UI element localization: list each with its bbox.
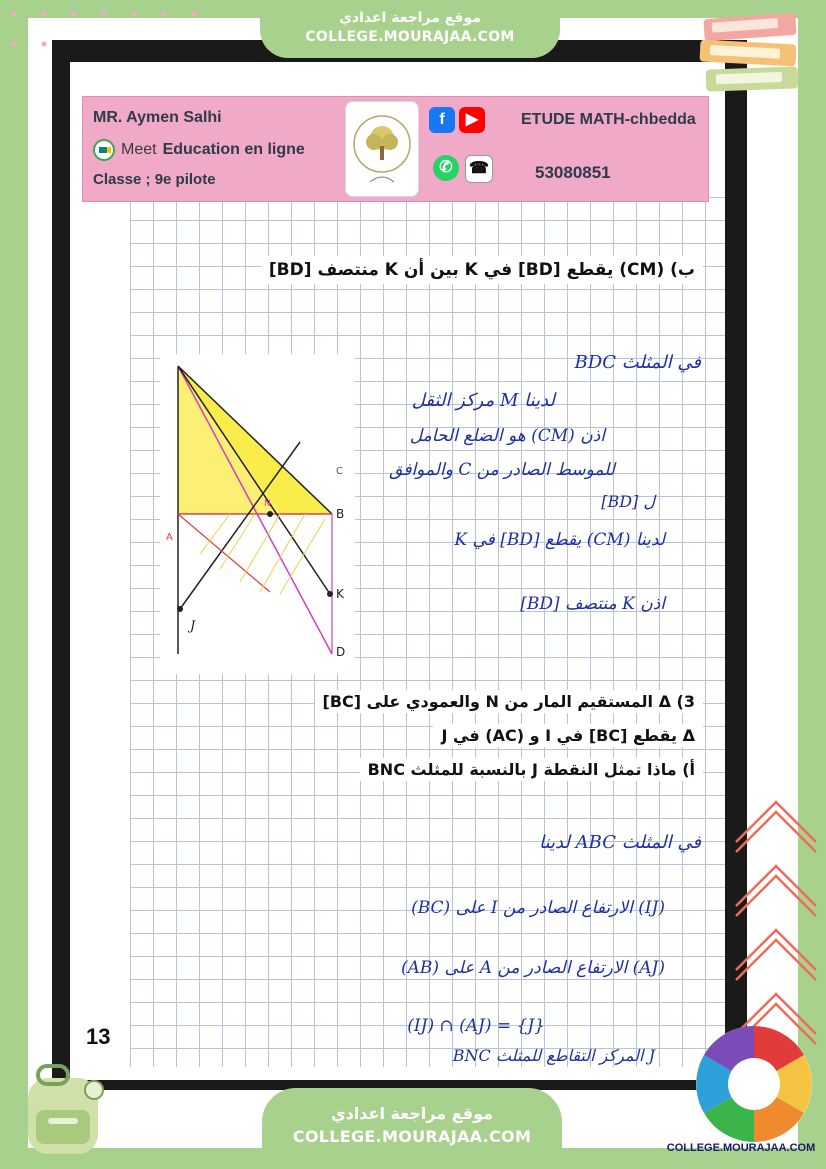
school-logo bbox=[345, 101, 419, 197]
question-b: ب) (CM) يقطع [BD] في K بين أن K منتصف [BD] bbox=[261, 256, 703, 284]
hw-line-3: اذن (CM) هو الضلع الحامل bbox=[409, 426, 605, 446]
hw-line-8: في المثلث ABC لدينا bbox=[539, 832, 701, 853]
hw-line-9: (IJ) الارتفاع الصادر من I على (BC) bbox=[411, 898, 665, 918]
hw-line-2: لدينا M مركز الثقل bbox=[411, 390, 555, 411]
hw-line-10: (AJ) الارتفاع الصادر من A على (AB) bbox=[400, 958, 665, 978]
label-K: K bbox=[336, 587, 344, 601]
question-3: 3) Δ المستقيم المار من N والعمودي على [BC] bbox=[315, 690, 704, 713]
label-A: A bbox=[166, 532, 173, 543]
channel-name: ETUDE MATH-chbedda bbox=[521, 111, 696, 128]
site-name-bottom: موقع مراجعة اعدادي bbox=[330, 1104, 494, 1123]
triangle-construction bbox=[160, 354, 355, 674]
meet-row bbox=[93, 139, 305, 161]
question-3-a: أ) ماذا تمثل النقطة J بالنسبة للمثلث BNC bbox=[360, 758, 703, 781]
books-icon bbox=[698, 12, 808, 96]
label-N: N bbox=[264, 499, 271, 509]
worksheet-page bbox=[70, 62, 725, 1080]
label-D: D bbox=[336, 645, 346, 659]
meet-text: Education en ligne bbox=[162, 141, 305, 158]
hw-line-1: في المثلث BDC bbox=[574, 352, 701, 373]
class-label: Classe ; 9e pilote bbox=[93, 171, 216, 188]
subjects-wheel-icon bbox=[692, 1022, 816, 1146]
hw-line-5: ل [BD] bbox=[601, 492, 655, 511]
label-J: J bbox=[190, 619, 196, 634]
phone-icon: ☎ bbox=[465, 155, 493, 183]
site-banner-bottom bbox=[262, 1088, 562, 1169]
meet-label: Meet bbox=[121, 141, 157, 158]
phone-number: 53080851 bbox=[535, 163, 611, 182]
hw-line-7: اذن K منتصف [BD] bbox=[520, 594, 665, 614]
geometry-figure bbox=[160, 354, 355, 674]
site-banner-top bbox=[260, 0, 560, 58]
facebook-icon: f bbox=[429, 107, 455, 133]
hw-line-6: لدينا (CM) يقطع [BD] في K bbox=[454, 530, 665, 550]
site-url-bottom: COLLEGE.MOURAJAA.COM bbox=[292, 1127, 532, 1146]
tree-logo-icon bbox=[346, 102, 418, 196]
hw-line-4: للموسط الصادر من C والموافق bbox=[389, 460, 615, 480]
site-name-top: موقع مراجعة اعدادي bbox=[339, 10, 481, 26]
teacher-banner bbox=[82, 96, 709, 202]
wheel-site-url: COLLEGE.MOURAJAA.COM bbox=[666, 1142, 816, 1154]
site-url-top: COLLEGE.MOURAJAA.COM bbox=[305, 29, 515, 45]
page-number: 13 bbox=[86, 1024, 111, 1049]
question-3-line-2: Δ يقطع [BC] في I و (AC) في J bbox=[433, 724, 703, 747]
youtube-icon: ▶ bbox=[459, 107, 485, 133]
chevron-decoration bbox=[730, 790, 820, 1050]
hw-line-11: (IJ) ∩ (AJ) = {J} bbox=[407, 1016, 545, 1036]
meet-icon bbox=[93, 139, 115, 161]
teacher-name: MR. Aymen Salhi bbox=[93, 109, 222, 126]
label-C: C bbox=[336, 466, 343, 477]
hw-line-12: J المركز التقاطع للمثلث BNC bbox=[452, 1046, 655, 1065]
backpack-icon bbox=[14, 1060, 114, 1160]
label-B: B bbox=[336, 507, 345, 521]
whatsapp-icon: ✆ bbox=[433, 155, 459, 181]
